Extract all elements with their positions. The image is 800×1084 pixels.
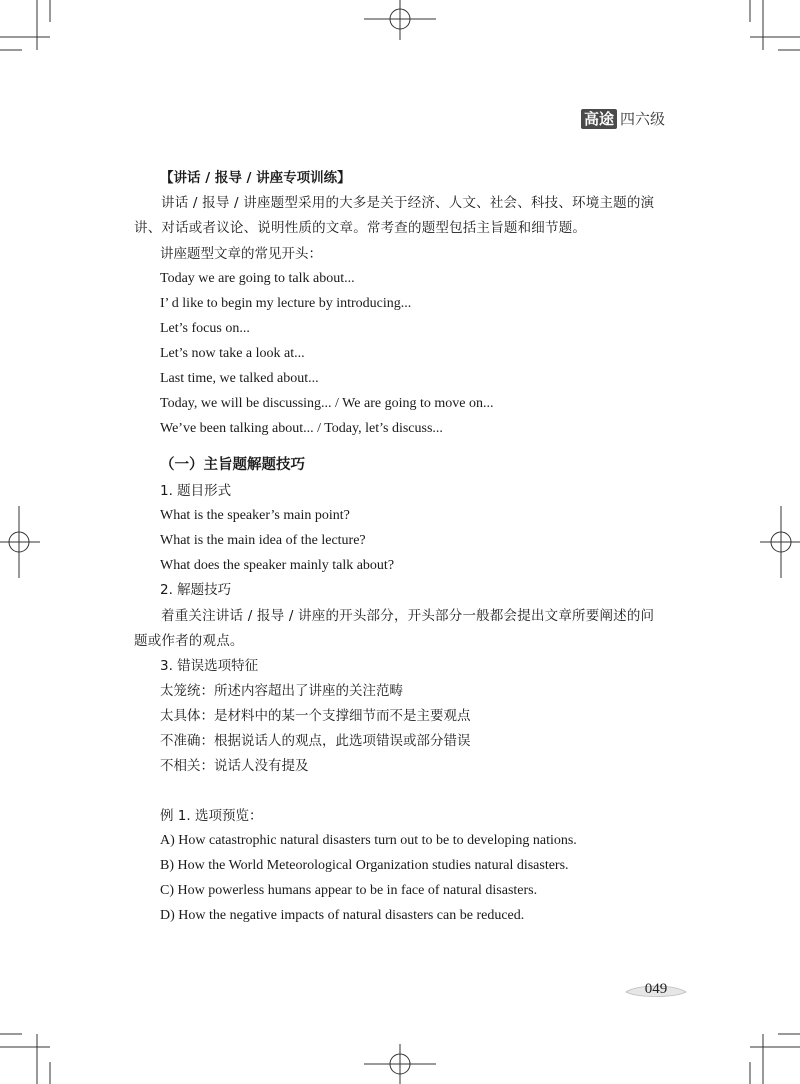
page-number-text: 049 [644,981,668,997]
item1-heading: 1. 题目形式 [160,483,232,499]
feature-line: 不相关：说话人没有提及 [160,758,309,774]
subsection-title: （一）主旨题解题技巧 [160,457,305,473]
option-line: B) How the World Meteorological Organization studies natural disasters. [160,858,569,873]
feature-line: 太具体：是材料中的某一个支撑细节而不是主要观点 [160,708,471,724]
option-line: C) How powerless humans appear to be in face of natural disasters. [160,883,538,898]
opening-line: Let’s now take a look at... [160,346,305,361]
question-line: What is the main idea of the lecture? [160,533,366,548]
example-heading: 例 1. 选项预览： [160,808,263,824]
brand-logo: 高途 [581,109,617,129]
page-number [624,978,688,1004]
feature-line: 不准确：根据说话人的观点，此选项错误或部分错误 [160,733,471,749]
option-line: A) How catastrophic natural disasters turn out to be to developing nations. [160,833,577,848]
intro-paragraph: 讲话 / 报导 / 讲座题型采用的大多是关于经济、人文、社会、科技、环境主题的演讲、对话或者议论、说明性质的文章。常考查的题型包括主旨题和细节题。 [134,195,655,236]
page-header [581,108,665,130]
opening-line: Today, we will be discussing... / We are going to move on... [160,396,494,411]
option-line: D) How the negative impacts of natural disasters can be reduced. [160,908,525,923]
section-title: 【讲话 / 报导 / 讲座专项训练】 [160,170,351,186]
header-level: 四六级 [620,110,666,128]
feature-line: 太笼统：所述内容超出了讲座的关注范畴 [160,683,403,699]
question-line: What is the speaker’s main point? [160,508,350,523]
opening-line: Today we are going to talk about... [160,271,355,286]
item2-paragraph: 着重关注讲话 / 报导 / 讲座的开头部分，开头部分一般都会提出文章所要阐述的问题或作者的观点。 [134,608,655,649]
opening-line: We’ve been talking about... / Today, let’s discuss... [160,421,443,436]
openings-heading: 讲座题型文章的常见开头： [160,246,322,262]
opening-line: Let’s focus on... [160,321,250,336]
question-line: What does the speaker mainly talk about? [160,558,395,573]
opening-line: I’ d like to begin my lecture by introducing... [160,296,412,311]
opening-line: Last time, we talked about... [160,371,319,386]
item3-heading: 3. 错误选项特征 [160,658,259,674]
item2-heading: 2. 解题技巧 [160,582,232,598]
